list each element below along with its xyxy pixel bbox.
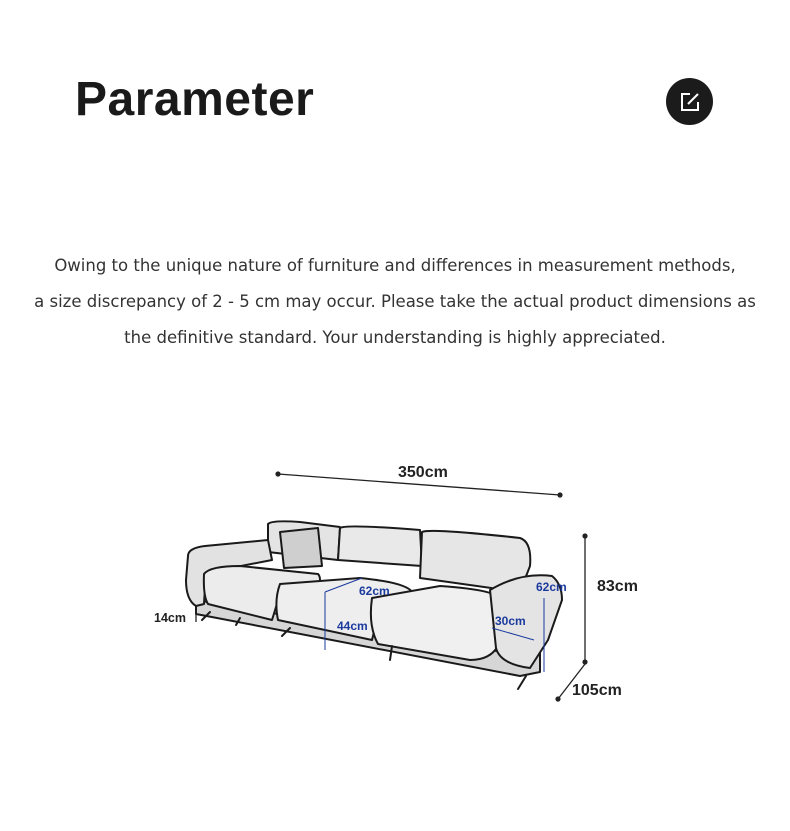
notice-line: Owing to the unique nature of furniture and differences in measurement methods, (54, 256, 736, 275)
edit-button[interactable] (666, 78, 713, 125)
length-label: 350cm (398, 464, 448, 481)
page-title: Parameter (75, 73, 315, 126)
arm-height-label: 62cm (536, 580, 567, 594)
size-notice (20, 248, 770, 356)
edit-icon (679, 91, 701, 113)
seat-depth-label: 62cm (359, 584, 390, 598)
seat-height-label: 44cm (337, 619, 368, 633)
arm-width-label: 30cm (495, 614, 526, 628)
height-label: 83cm (597, 578, 638, 595)
depth-label: 105cm (572, 682, 622, 699)
sofa-illustration (186, 521, 562, 689)
leg-height-label: 14cm (154, 611, 186, 625)
sofa-dimension-diagram (0, 440, 790, 730)
height-dimension-line (582, 533, 587, 664)
notice-line: a size discrepancy of 2 - 5 cm may occur. Please take the actual product dimensions as (34, 292, 756, 311)
notice-line: the definitive standard. Your understanding is highly appreciated. (124, 328, 666, 347)
